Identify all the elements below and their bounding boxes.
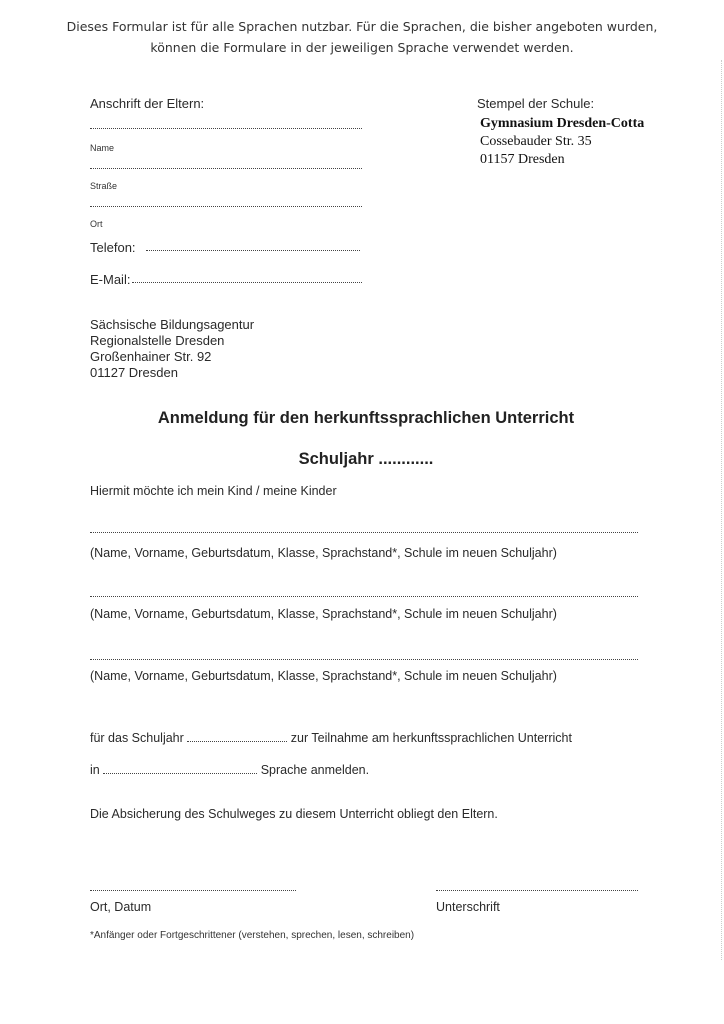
parent-city-label: Ort	[90, 219, 103, 229]
school-name: Gymnasium Dresden-Cotta	[480, 116, 645, 131]
email-field[interactable]	[132, 271, 362, 283]
email-label: E-Mail:	[90, 272, 131, 287]
school-street: Cossebauder Str. 35	[480, 134, 592, 149]
signature-label: Unterschrift	[436, 900, 500, 914]
language-sentence-prefix: in	[90, 763, 100, 777]
recipient-line-4: 01127 Dresden	[90, 365, 178, 380]
language-sentence-suffix: Sprache anmelden.	[260, 763, 370, 777]
child-entry-hint-2: (Name, Vorname, Geburtsdatum, Klasse, Sprachstand*, Schule im neuen Schuljahr)	[90, 607, 557, 621]
parents-address-heading: Anschrift der Eltern:	[90, 96, 205, 111]
child-entry-field-2[interactable]	[90, 596, 638, 597]
signature-field[interactable]	[436, 890, 638, 891]
recipient-address	[90, 317, 254, 381]
phone-label: Telefon:	[90, 240, 136, 255]
place-date-field[interactable]	[90, 890, 296, 891]
language-sentence	[90, 762, 369, 777]
child-entry-field-3[interactable]	[90, 659, 638, 660]
recipient-line-3: Großenhainer Str. 92	[90, 349, 212, 364]
recipient-line-1: Sächsische Bildungsagentur	[90, 317, 255, 332]
year-sentence-prefix: für das Schuljahr	[90, 731, 184, 745]
year-sentence-suffix: zur Teilnahme am herkunftssprachlichen Unterricht	[290, 731, 572, 745]
intro-line-2: können die Formulare in der jeweiligen Sprache verwendet werden.	[150, 40, 574, 55]
parent-name-label: Name	[90, 143, 115, 153]
school-stamp-heading: Stempel der Schule:	[477, 96, 595, 111]
footnote: *Anfänger oder Fortgeschrittener (verstehen, sprechen, lesen, schreiben)	[90, 930, 415, 941]
intro-notice	[60, 16, 664, 58]
safety-note: Die Absicherung des Schulweges zu diesem Unterricht obliegt den Eltern.	[90, 807, 498, 821]
parent-name-field[interactable]	[90, 128, 362, 129]
intro-line-1: Dieses Formular ist für alle Sprachen nutzbar. Für die Sprachen, die bisher angeboten wurden,	[66, 19, 658, 34]
year-field[interactable]	[187, 730, 287, 742]
scan-edge-line	[720, 60, 722, 960]
school-city: 01157 Dresden	[480, 152, 565, 167]
school-stamp	[480, 115, 644, 169]
phone-field[interactable]	[146, 239, 360, 251]
child-entry-hint-3: (Name, Vorname, Geburtsdatum, Klasse, Sprachstand*, Schule im neuen Schuljahr)	[90, 669, 557, 683]
school-year-heading	[90, 450, 642, 469]
place-date-label: Ort, Datum	[90, 900, 152, 914]
school-year-label: Schuljahr	[298, 450, 374, 468]
parent-city-field[interactable]	[90, 206, 362, 207]
school-year-blank[interactable]: ............	[378, 450, 434, 468]
child-entry-field-1[interactable]	[90, 532, 638, 533]
child-entry-hint-1: (Name, Vorname, Geburtsdatum, Klasse, Sprachstand*, Schule im neuen Schuljahr)	[90, 546, 557, 560]
year-sentence	[90, 730, 572, 745]
parent-street-label: Straße	[90, 181, 118, 191]
recipient-line-2: Regionalstelle Dresden	[90, 333, 225, 348]
form-title: Anmeldung für den herkunftssprachlichen Unterricht	[157, 409, 575, 427]
intro-sentence: Hiermit möchte ich mein Kind / meine Kinder	[90, 484, 337, 498]
language-field[interactable]	[103, 762, 257, 774]
parent-street-field[interactable]	[90, 168, 362, 169]
